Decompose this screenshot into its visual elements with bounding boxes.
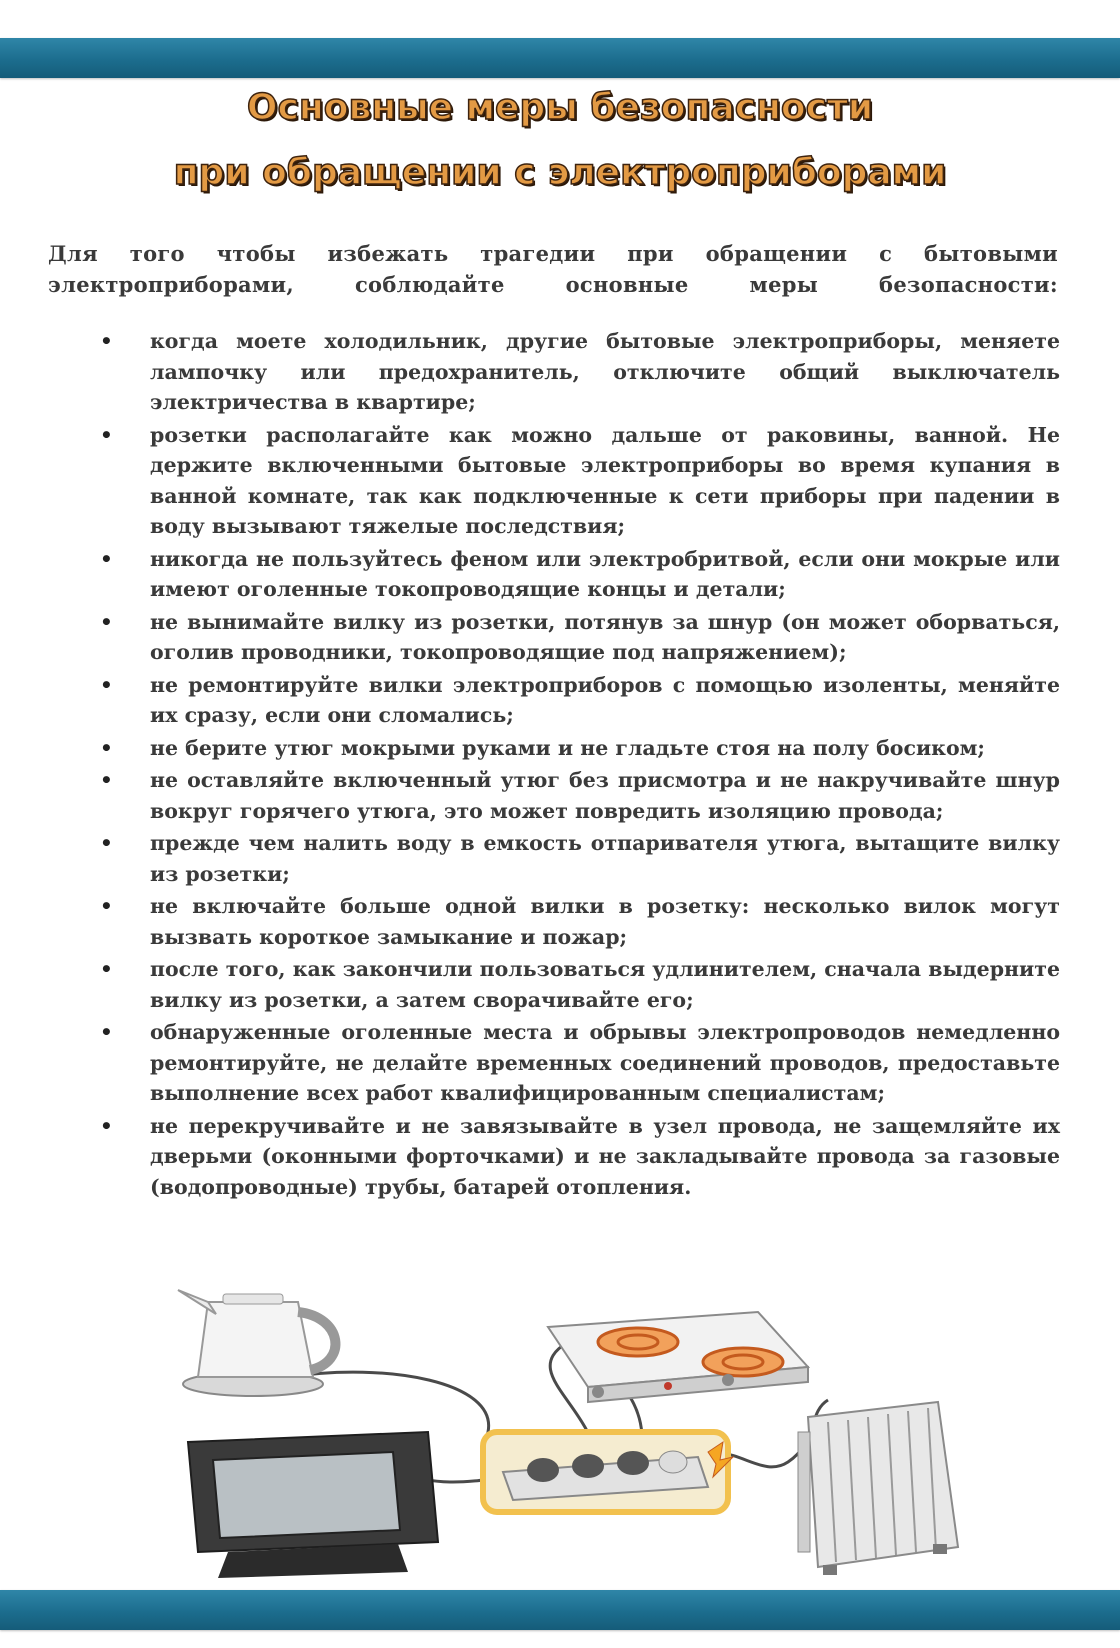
bullet-icon: • [100, 329, 113, 353]
rule-text: не перекручивайте и не завязывайте в узел провода, не защемляйте их дверьми (оконными форточками) и не закладывайте провода за газовые (водопроводные) трубы, батарей отопления. [150, 1113, 1060, 1199]
bullet-icon: • [100, 957, 113, 981]
rule-text: прежде чем налить воду в емкость отпаривателя утюга, вытащите вилку из розетки; [150, 831, 1060, 886]
bullet-icon: • [100, 735, 113, 760]
list-item [0, 733, 1060, 764]
kettle-icon [178, 1290, 335, 1396]
television-icon [188, 1432, 438, 1578]
rule-text: обнаруженные оголенные места и обрывы электропроводов немедленно ремонтируйте, не делайте временных соединений проводов, предоставьте выполнение всех работ квалифицированным специалистам; [150, 1020, 1060, 1105]
page-title-line-2: при обращении с электроприборами [173, 152, 947, 193]
rule-text: не ремонтируйте вилки электроприборов с помощью изоленты, меняйте их сразу, если они сломались; [150, 672, 1060, 727]
top-decorative-band [0, 38, 1120, 78]
bullet-icon: • [100, 672, 113, 697]
page-title-line-1: Основные меры безопасности [246, 87, 874, 128]
extension-strip-icon [483, 1432, 733, 1512]
list-item [0, 891, 1060, 952]
bullet-icon: • [100, 768, 113, 792]
radiator-icon [798, 1402, 958, 1575]
hot-plate-icon [548, 1312, 808, 1402]
rule-text: никогда не пользуйтесь феном или электробритвой, если они мокрые или имеют оголенные токопроводящие концы и детали; [150, 546, 1060, 601]
rule-text: не вынимайте вилку из розетки, потянув за шнур (он может оборваться, оголив проводники, токопроводящие под напряжением); [150, 609, 1060, 664]
rule-text: розетки располагайте как можно дальше от раковины, ванной. Не держите включенными бытовые электроприборы во время купания в ванной комнате, так как подключенные к сети приборы при падении в воду вызывают тяжелые последствия; [150, 422, 1060, 538]
list-item [0, 607, 1060, 668]
safety-rules-list [0, 326, 1120, 1204]
bullet-icon: • [100, 422, 113, 447]
list-item [0, 765, 1060, 826]
rule-text: после того, как закончили пользоваться удлинителем, сначала выдерните вилку из розетки, а затем сворачивайте его; [150, 957, 1060, 1012]
list-item [0, 954, 1060, 1015]
list-item [0, 670, 1060, 731]
rule-text: не берите утюг мокрыми руками и не гладьте стоя на полу босиком; [150, 735, 986, 760]
list-item [0, 1017, 1060, 1109]
intro-paragraph: Для того чтобы избежать трагедии при обращении с бытовыми электроприборами, соблюдайте основные меры безопасности: [48, 241, 1058, 297]
bullet-icon: • [100, 546, 113, 571]
bullet-icon: • [100, 1020, 113, 1044]
list-item [0, 828, 1060, 889]
rule-text: не оставляйте включенный утюг без присмотра и не накручивайте шнур вокруг горячего утюга, это может повредить изоляцию провода; [150, 768, 1060, 823]
rule-text: не включайте больше одной вилки в розетку: несколько вилок могут вызвать короткое замыкание и пожар; [150, 894, 1060, 949]
bottom-decorative-band [0, 1590, 1120, 1630]
list-item [0, 1111, 1060, 1203]
bullet-icon: • [100, 831, 113, 855]
bullet-icon: • [100, 1113, 113, 1138]
appliances-illustration [168, 1282, 1028, 1582]
list-item [0, 420, 1060, 542]
bullet-icon: • [100, 609, 113, 634]
rule-text: когда моете холодильник, другие бытовые электроприборы, меняете лампочку или предохранитель, отключите общий выключатель электричества в квартире; [150, 329, 1060, 414]
list-item [0, 544, 1060, 605]
bullet-icon: • [100, 894, 113, 918]
list-item [0, 326, 1060, 418]
